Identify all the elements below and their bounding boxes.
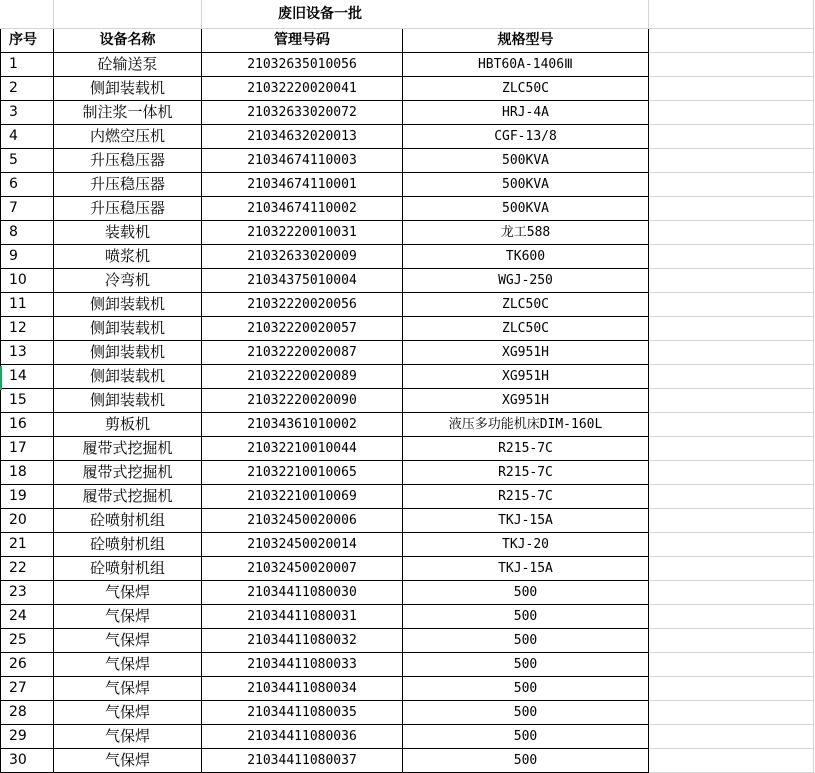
row-name[interactable]: 气保焊 xyxy=(54,629,202,653)
header-row xyxy=(1,29,814,53)
row-code[interactable]: 21032210010065 xyxy=(202,461,403,485)
row-name[interactable]: 制注浆一体机 xyxy=(54,101,202,125)
row-code[interactable]: 21034411080035 xyxy=(202,701,403,725)
table-row xyxy=(1,509,814,533)
table-row xyxy=(1,725,814,749)
row-empty[interactable] xyxy=(649,557,814,581)
row-code[interactable]: 21034411080036 xyxy=(202,725,403,749)
header-spec[interactable]: 规格型号 xyxy=(403,29,649,53)
row-no[interactable]: 15 xyxy=(1,389,54,413)
row-empty[interactable] xyxy=(649,677,814,701)
table-row xyxy=(1,125,814,149)
row-no[interactable]: 26 xyxy=(1,653,54,677)
row-name[interactable]: 履带式挖掘机 xyxy=(54,461,202,485)
row-empty[interactable] xyxy=(649,509,814,533)
table-row xyxy=(1,365,814,389)
row-name[interactable]: 气保焊 xyxy=(54,653,202,677)
row-name[interactable]: 气保焊 xyxy=(54,701,202,725)
row-spec[interactable]: XG951H xyxy=(403,365,649,389)
row-no[interactable]: 18 xyxy=(1,461,54,485)
row-name[interactable]: 气保焊 xyxy=(54,581,202,605)
row-empty[interactable] xyxy=(649,149,814,173)
row-code[interactable]: 21034411080034 xyxy=(202,677,403,701)
row-code[interactable]: 21034411080037 xyxy=(202,749,403,773)
row-name[interactable]: 砼喷射机组 xyxy=(54,533,202,557)
row-code[interactable]: 21032220020090 xyxy=(202,389,403,413)
row-code[interactable]: 21032210010069 xyxy=(202,485,403,509)
row-no[interactable]: 1 xyxy=(1,53,54,77)
table-row xyxy=(1,149,814,173)
row-code[interactable]: 21034411080032 xyxy=(202,629,403,653)
sheet-title[interactable]: 废旧设备一批 xyxy=(202,0,649,29)
row-no[interactable]: 23 xyxy=(1,581,54,605)
row-spec[interactable]: 500 xyxy=(403,629,649,653)
row-no[interactable]: 13 xyxy=(1,341,54,365)
row-name[interactable]: 侧卸装载机 xyxy=(54,341,202,365)
row-empty[interactable] xyxy=(649,245,814,269)
row-empty[interactable] xyxy=(649,77,814,101)
row-spec[interactable]: ZLC50C xyxy=(403,77,649,101)
row-name[interactable]: 侧卸装载机 xyxy=(54,293,202,317)
row-no[interactable]: 20 xyxy=(1,509,54,533)
table-row xyxy=(1,629,814,653)
table-row xyxy=(1,605,814,629)
row-code[interactable]: 21032220020057 xyxy=(202,317,403,341)
row-name[interactable]: 装载机 xyxy=(54,221,202,245)
row-empty[interactable] xyxy=(649,437,814,461)
row-no[interactable]: 9 xyxy=(1,245,54,269)
row-empty[interactable] xyxy=(649,389,814,413)
row-spec[interactable]: R215-7C xyxy=(403,485,649,509)
row-empty[interactable] xyxy=(649,725,814,749)
row-empty[interactable] xyxy=(649,269,814,293)
row-name[interactable]: 砼喷射机组 xyxy=(54,557,202,581)
row-spec[interactable]: 500 xyxy=(403,677,649,701)
table-row xyxy=(1,101,814,125)
row-name[interactable]: 内燃空压机 xyxy=(54,125,202,149)
row-spec[interactable]: R215-7C xyxy=(403,461,649,485)
row-code[interactable]: 21032220020089 xyxy=(202,365,403,389)
row-code[interactable]: 21032450020007 xyxy=(202,557,403,581)
row-no[interactable]: 8 xyxy=(1,221,54,245)
title-row xyxy=(1,0,814,29)
row-empty[interactable] xyxy=(649,173,814,197)
row-empty[interactable] xyxy=(649,365,814,389)
row-no[interactable]: 14 xyxy=(1,365,54,389)
row-name[interactable]: 升压稳压器 xyxy=(54,149,202,173)
row-empty[interactable] xyxy=(649,293,814,317)
table-row xyxy=(1,173,814,197)
row-no[interactable]: 25 xyxy=(1,629,54,653)
row-empty[interactable] xyxy=(649,581,814,605)
row-spec[interactable]: 500KVA xyxy=(403,197,649,221)
table-row xyxy=(1,341,814,365)
table-row xyxy=(1,245,814,269)
row-name[interactable]: 履带式挖掘机 xyxy=(54,437,202,461)
row-empty[interactable] xyxy=(649,605,814,629)
row-spec[interactable]: 500 xyxy=(403,701,649,725)
row-no[interactable]: 3 xyxy=(1,101,54,125)
table-row xyxy=(1,749,814,773)
row-code[interactable]: 21034411080030 xyxy=(202,581,403,605)
row-name[interactable]: 升压稳压器 xyxy=(54,173,202,197)
row-no[interactable]: 11 xyxy=(1,293,54,317)
row-spec[interactable]: 500 xyxy=(403,581,649,605)
row-name[interactable]: 侧卸装载机 xyxy=(54,389,202,413)
row-code[interactable]: 21034674110001 xyxy=(202,173,403,197)
row-no[interactable]: 28 xyxy=(1,701,54,725)
row-no[interactable]: 4 xyxy=(1,125,54,149)
row-code[interactable]: 21032220020041 xyxy=(202,77,403,101)
row-no[interactable]: 21 xyxy=(1,533,54,557)
row-empty[interactable] xyxy=(649,653,814,677)
row-spec[interactable]: XG951H xyxy=(403,389,649,413)
header-name[interactable]: 设备名称 xyxy=(54,29,202,53)
row-empty[interactable] xyxy=(649,53,814,77)
row-code[interactable]: 21034361010002 xyxy=(202,413,403,437)
table-row xyxy=(1,53,814,77)
row-no[interactable]: 10 xyxy=(1,269,54,293)
row-spec[interactable]: ZLC50C xyxy=(403,317,649,341)
row-spec[interactable]: HBT60A-1406Ⅲ xyxy=(403,53,649,77)
table-row xyxy=(1,581,814,605)
row-name[interactable]: 气保焊 xyxy=(54,677,202,701)
row-empty[interactable] xyxy=(649,125,814,149)
table-row xyxy=(1,701,814,725)
row-empty[interactable] xyxy=(649,341,814,365)
row-code[interactable]: 21034375010004 xyxy=(202,269,403,293)
row-code[interactable]: 21034411080031 xyxy=(202,605,403,629)
row-spec[interactable]: 液压多功能机床DIM-160L xyxy=(403,413,649,437)
row-no[interactable]: 5 xyxy=(1,149,54,173)
row-empty[interactable] xyxy=(649,317,814,341)
row-empty[interactable] xyxy=(649,413,814,437)
row-code[interactable]: 21034674110002 xyxy=(202,197,403,221)
row-no[interactable]: 19 xyxy=(1,485,54,509)
row-spec[interactable]: TKJ-20 xyxy=(403,533,649,557)
row-name[interactable]: 侧卸装载机 xyxy=(54,365,202,389)
header-code[interactable]: 管理号码 xyxy=(202,29,403,53)
row-spec[interactable]: R215-7C xyxy=(403,437,649,461)
row-no[interactable]: 12 xyxy=(1,317,54,341)
header-no[interactable]: 序号 xyxy=(1,29,54,53)
row-spec[interactable]: XG951H xyxy=(403,341,649,365)
row-marker xyxy=(0,366,2,390)
row-spec[interactable]: 500 xyxy=(403,605,649,629)
row-empty[interactable] xyxy=(649,749,814,773)
table-row xyxy=(1,221,814,245)
row-code[interactable]: 21032220020087 xyxy=(202,341,403,365)
table-row xyxy=(1,317,814,341)
row-code[interactable]: 21034674110003 xyxy=(202,149,403,173)
row-name[interactable]: 砼喷射机组 xyxy=(54,509,202,533)
row-spec[interactable]: TKJ-15A xyxy=(403,557,649,581)
row-name[interactable]: 侧卸装载机 xyxy=(54,317,202,341)
row-no[interactable]: 24 xyxy=(1,605,54,629)
row-code[interactable]: 21032220010031 xyxy=(202,221,403,245)
row-name[interactable]: 气保焊 xyxy=(54,725,202,749)
row-name[interactable]: 履带式挖掘机 xyxy=(54,485,202,509)
row-code[interactable]: 21034632020013 xyxy=(202,125,403,149)
row-name[interactable]: 剪板机 xyxy=(54,413,202,437)
table-row xyxy=(1,197,814,221)
row-name[interactable]: 侧卸装载机 xyxy=(54,77,202,101)
row-empty[interactable] xyxy=(649,485,814,509)
row-name[interactable]: 冷弯机 xyxy=(54,269,202,293)
row-spec[interactable]: 500 xyxy=(403,653,649,677)
row-empty[interactable] xyxy=(649,197,814,221)
row-no[interactable]: 29 xyxy=(1,725,54,749)
row-name[interactable]: 喷浆机 xyxy=(54,245,202,269)
row-spec[interactable]: CGF-13/8 xyxy=(403,125,649,149)
row-empty[interactable] xyxy=(649,101,814,125)
row-spec[interactable]: TKJ-15A xyxy=(403,509,649,533)
table-row xyxy=(1,77,814,101)
row-empty[interactable] xyxy=(649,533,814,557)
row-spec[interactable]: 500KVA xyxy=(403,173,649,197)
row-name[interactable]: 气保焊 xyxy=(54,749,202,773)
row-spec[interactable]: 500 xyxy=(403,749,649,773)
table-row xyxy=(1,269,814,293)
row-no[interactable]: 27 xyxy=(1,677,54,701)
row-code[interactable]: 21032450020006 xyxy=(202,509,403,533)
row-name[interactable]: 气保焊 xyxy=(54,605,202,629)
row-code[interactable]: 21032220020056 xyxy=(202,293,403,317)
row-empty[interactable] xyxy=(649,221,814,245)
row-no[interactable]: 7 xyxy=(1,197,54,221)
table-row xyxy=(1,389,814,413)
row-spec[interactable]: 500 xyxy=(403,725,649,749)
row-no[interactable]: 6 xyxy=(1,173,54,197)
row-spec[interactable]: WGJ-250 xyxy=(403,269,649,293)
table-row xyxy=(1,437,814,461)
row-spec[interactable]: HRJ-4A xyxy=(403,101,649,125)
row-code[interactable]: 21032450020014 xyxy=(202,533,403,557)
row-spec[interactable]: ZLC50C xyxy=(403,293,649,317)
row-no[interactable]: 22 xyxy=(1,557,54,581)
row-name[interactable]: 砼输送泵 xyxy=(54,53,202,77)
table-row xyxy=(1,533,814,557)
row-empty[interactable] xyxy=(649,461,814,485)
row-code[interactable]: 21032635010056 xyxy=(202,53,403,77)
row-no[interactable]: 17 xyxy=(1,437,54,461)
row-code[interactable]: 21034411080033 xyxy=(202,653,403,677)
row-no[interactable]: 2 xyxy=(1,77,54,101)
table-row xyxy=(1,461,814,485)
row-name[interactable]: 升压稳压器 xyxy=(54,197,202,221)
row-code[interactable]: 21032210010044 xyxy=(202,437,403,461)
row-spec[interactable]: 龙工588 xyxy=(403,221,649,245)
table-row xyxy=(1,413,814,437)
row-no[interactable]: 16 xyxy=(1,413,54,437)
table-row xyxy=(1,677,814,701)
table-row xyxy=(1,557,814,581)
row-spec[interactable]: 500KVA xyxy=(403,149,649,173)
row-code[interactable]: 21032633020072 xyxy=(202,101,403,125)
row-empty[interactable] xyxy=(649,629,814,653)
table-row xyxy=(1,653,814,677)
table-row xyxy=(1,293,814,317)
row-code[interactable]: 21032633020009 xyxy=(202,245,403,269)
row-no[interactable]: 30 xyxy=(1,749,54,773)
row-empty[interactable] xyxy=(649,701,814,725)
table-row xyxy=(1,485,814,509)
row-spec[interactable]: TK600 xyxy=(403,245,649,269)
